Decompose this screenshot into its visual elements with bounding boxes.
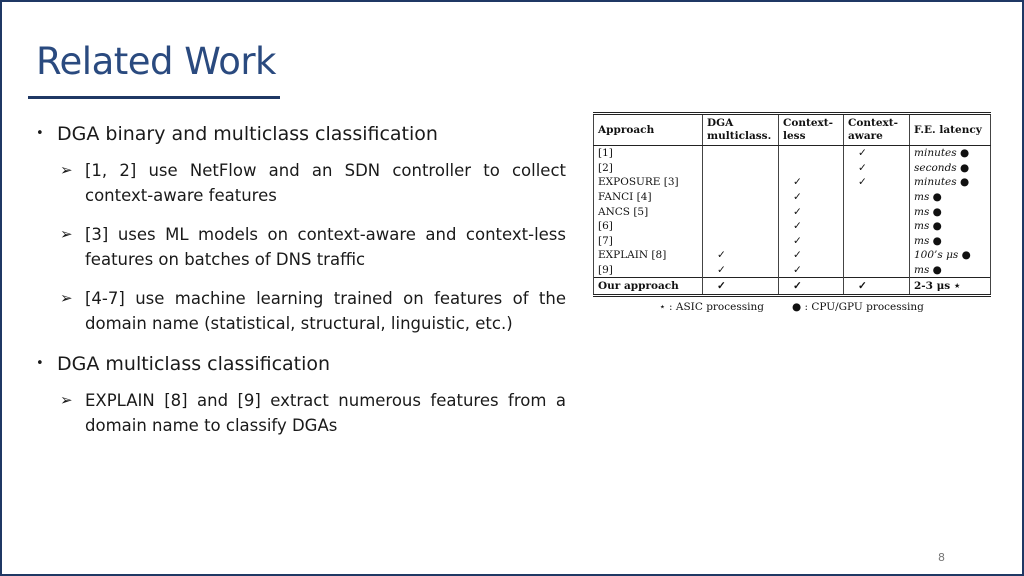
table-cell: [2] [594,161,703,176]
arrow-bullet-icon: ➢ [60,161,73,179]
table-cell: minutes ● [910,175,991,190]
table-cell: ms ● [910,190,991,205]
table-cell [703,234,779,249]
sub-bullet-text: EXPLAIN [8] and [9] extract numerous features from a domain name to classify DGAs [85,391,566,435]
arrow-bullet-icon: ➢ [60,225,73,243]
table-row [594,175,991,190]
table-cell: ANCS [5] [594,204,703,219]
table-row [594,204,991,219]
table-cell [703,175,779,190]
table-row [594,234,991,249]
bullet-item [36,350,566,378]
table-cell: seconds ● [910,161,991,176]
table-cell: [6] [594,219,703,234]
arrow-bullet-icon: ➢ [60,289,73,307]
table-cell [703,190,779,205]
table-cell: ✓ [844,161,910,176]
table-cell [844,219,910,234]
table-cell: ✓ [779,219,844,234]
table-cell [844,248,910,263]
title-underline [28,96,280,99]
table-cell: ✓ [703,263,779,278]
table-cell: ✓ [779,190,844,205]
table-header-row [594,114,991,146]
table-cell: ✓ [779,234,844,249]
table-row [594,161,991,176]
table-legend [593,301,990,313]
table-cell: ✓ [779,263,844,278]
table-cell: EXPLAIN [8] [594,248,703,263]
table-cell [703,219,779,234]
header-context-aware: Context-aware [844,114,910,146]
table-cell: [1] [594,146,703,161]
table-body [594,146,991,296]
bullet-list [36,120,566,452]
table-cell: ✓ [779,248,844,263]
table-cell: minutes ● [910,146,991,161]
sub-bullet-text: [3] uses ML models on context-aware and context-less features on batches of DNS traffic [85,225,566,269]
table-cell: 100’s μs ● [910,248,991,263]
table-cell: ✓ [779,175,844,190]
header-fe-latency: F.E. latency [910,114,991,146]
table-cell: ms ● [910,263,991,278]
comparison-table [593,112,991,297]
table-row [594,146,991,161]
table-cell: 2-3 μs ⋆ [910,278,991,296]
table-cell: ✓ [779,278,844,296]
arrow-bullet-icon: ➢ [60,391,73,409]
slide-title: Related Work [36,40,276,83]
table-cell: ✓ [844,175,910,190]
table-cell [779,146,844,161]
table-cell: ✓ [779,204,844,219]
sub-bullet-item [36,222,566,272]
table-cell: FANCI [4] [594,190,703,205]
sub-bullet-item [36,388,566,438]
table-row [594,190,991,205]
sub-bullet-item [36,158,566,208]
sub-bullet-text: [1, 2] use NetFlow and an SDN controller to collect context-aware features [85,161,566,205]
bullet-dot-icon: • [36,126,44,141]
table-cell [779,161,844,176]
table-cell: ms ● [910,219,991,234]
sub-bullet-text: [4-7] use machine learning trained on features of the domain name (statistical, structural, linguistic, etc.) [85,289,566,333]
table-cell: Our approach [594,278,703,296]
table-cell [844,234,910,249]
table-cell [844,263,910,278]
table-cell: [7] [594,234,703,249]
table-row [594,248,991,263]
table-cell [703,204,779,219]
table-cell: ms ● [910,234,991,249]
table-cell: [9] [594,263,703,278]
table-cell: ms ● [910,204,991,219]
table-cell: ✓ [844,146,910,161]
page-number: 8 [938,551,945,564]
table-cell [703,161,779,176]
sub-bullet-item [36,286,566,336]
table-cell: ✓ [703,248,779,263]
table-cell [703,146,779,161]
table-cell [844,204,910,219]
header-dga-multiclass: DGA multiclass. [703,114,779,146]
table-cell: EXPOSURE [3] [594,175,703,190]
legend-asic: ⋆ : ASIC processing [659,301,764,314]
comparison-figure [593,112,990,313]
table-cell: ✓ [844,278,910,296]
table-row [594,278,991,296]
table-row [594,219,991,234]
table-cell: ✓ [703,278,779,296]
bullet-text: DGA binary and multiclass classification [57,123,438,145]
header-approach: Approach [594,114,703,146]
header-context-less: Context-less [779,114,844,146]
bullet-dot-icon: • [36,356,44,371]
legend-cpu-gpu: ● : CPU/GPU processing [791,301,924,314]
bullet-text: DGA multiclass classification [57,353,331,375]
table-row [594,263,991,278]
bullet-item [36,120,566,148]
table-cell [844,190,910,205]
